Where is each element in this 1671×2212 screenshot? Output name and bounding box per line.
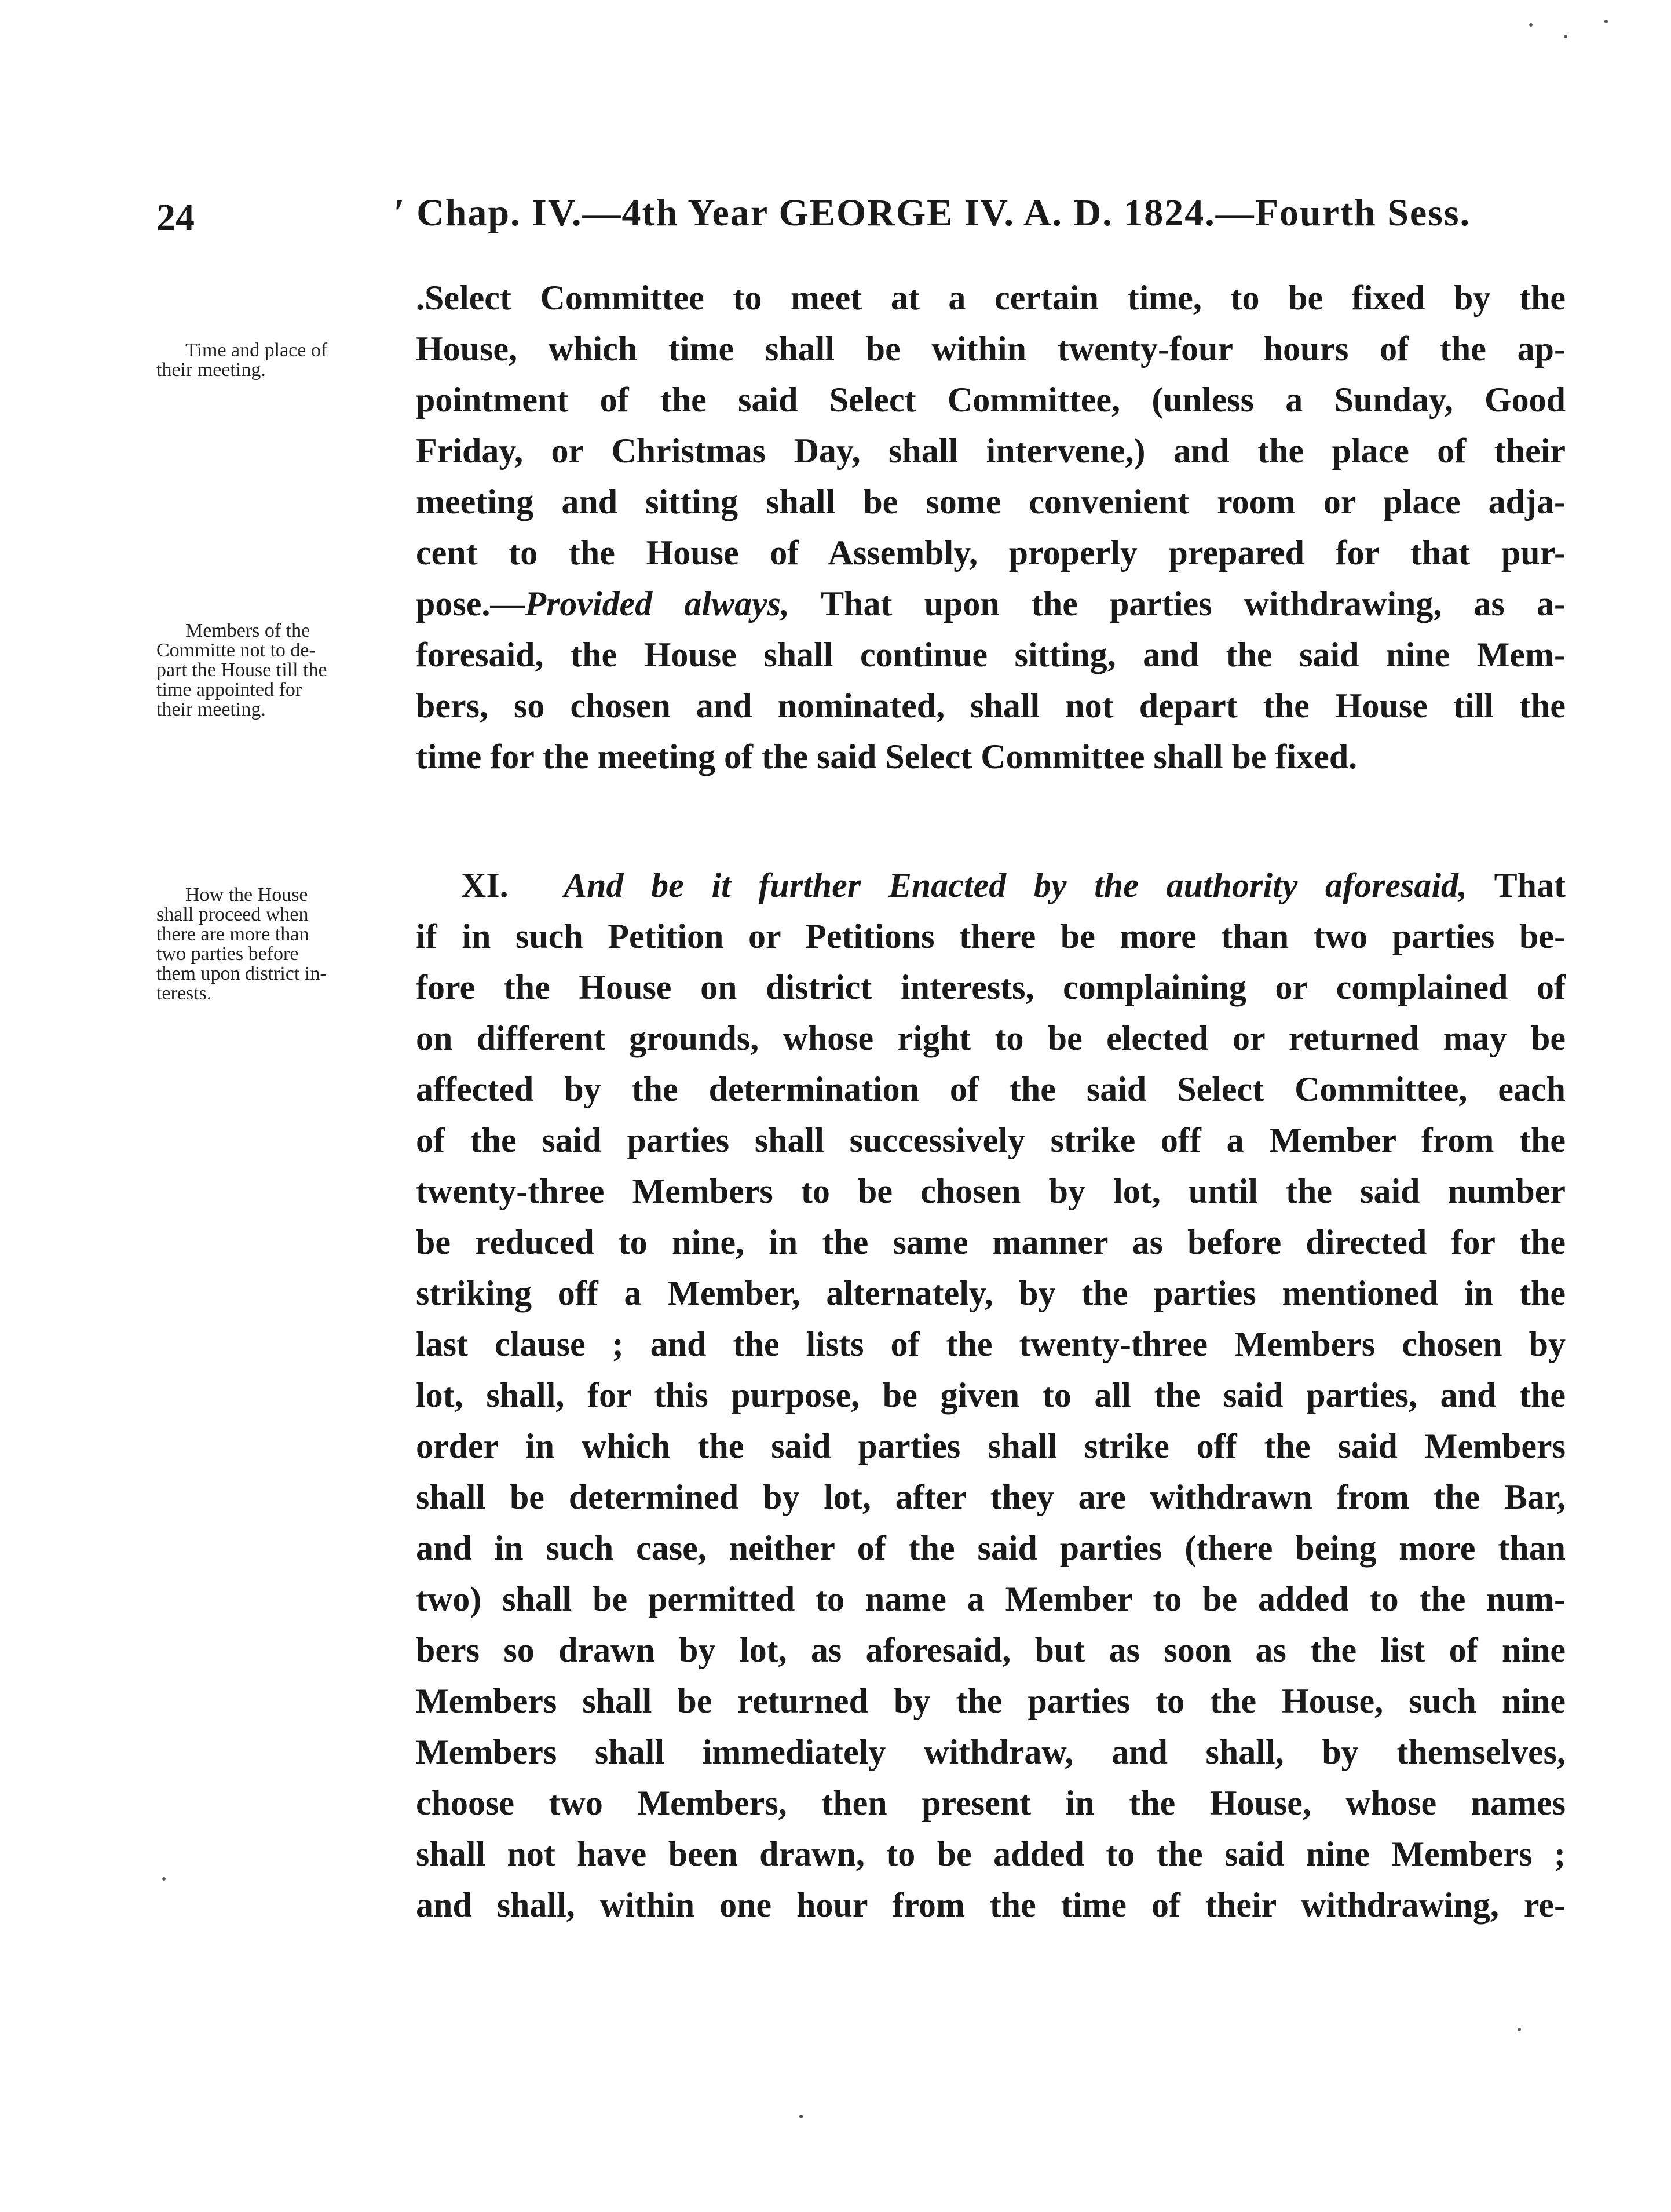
text-line: Members shall immediately withdraw, and shall, by themselves, (416, 1733, 1566, 1771)
enacting-phrase: And be it further Enacted by the authority aforesaid, (564, 866, 1468, 904)
text-line: foresaid, the House shall continue sitting, and the said nine Mem- (416, 636, 1566, 674)
margin-note-members-not-depart (156, 621, 388, 720)
section-xi (416, 860, 1566, 1930)
running-head: ′ Chap. IV.—4th Year GEORGE IV. A. D. 1824.—Fourth Sess. (394, 192, 1471, 234)
text-line: choose two Members, then present in the House, whose names (416, 1784, 1566, 1822)
text-line: Members shall be returned by the parties to the House, such nine (416, 1682, 1566, 1720)
margin-note-line: time appointed for (156, 679, 302, 700)
margin-note-line: Members of the (185, 620, 310, 641)
margin-note-line: Committe not to de- (156, 640, 316, 661)
page-number: 24 (156, 196, 195, 239)
text-line: twenty-three Members to be chosen by lot, until the said number (416, 1172, 1566, 1210)
scan-speck (1518, 2028, 1521, 2031)
text-line: House, which time shall be within twenty-four hours of the ap- (416, 330, 1566, 368)
text-line-provided (416, 578, 1566, 629)
margin-note-line: part the House till the (156, 659, 327, 681)
margin-note-line: their meeting. (156, 699, 266, 720)
text-line: shall not have been drawn, to be added to the said nine Members ; (416, 1835, 1566, 1873)
text-line: Friday, or Christmas Day, shall intervene,) and the place of their (416, 432, 1566, 470)
text-line: shall be determined by lot, after they are withdrawn from the Bar, (416, 1478, 1566, 1516)
scan-speck (799, 2115, 803, 2118)
paragraph-continuation (416, 272, 1566, 782)
scan-speck (162, 1877, 166, 1881)
text-line: striking off a Member, alternately, by the parties mentioned in the (416, 1274, 1566, 1312)
margin-note-line: there are more than (156, 924, 309, 945)
margin-note-time-place (156, 341, 388, 380)
page-header (156, 191, 1564, 249)
text-line: affected by the determination of the said Select Committee, each (416, 1070, 1566, 1108)
scan-speck (1604, 20, 1608, 23)
text-line: two) shall be permitted to name a Member to be added to the num- (416, 1580, 1566, 1618)
text-line: lot, shall, for this purpose, be given to all the said parties, and the (416, 1376, 1566, 1414)
text-line: and shall, within one hour from the time of their withdrawing, re- (416, 1886, 1566, 1924)
text-line: bers, so chosen and nominated, shall not depart the House till the (416, 687, 1566, 725)
text-line: on different grounds, whose right to be elected or returned may be (416, 1019, 1566, 1057)
margin-note-line: terests. (156, 983, 212, 1004)
scan-speck (1529, 23, 1533, 27)
margin-note-line: Time and place of (185, 340, 328, 361)
margin-note-how-house-proceed (156, 885, 388, 1003)
provided-always-phrase: Provided always, (525, 585, 790, 623)
text-line: fore the House on district interests, complaining or complained of (416, 968, 1566, 1006)
text-segment: That (1467, 866, 1566, 904)
scan-speck (1564, 35, 1567, 38)
section-xi-heading-line (416, 860, 1566, 911)
text-line: be reduced to nine, in the same manner as before directed for the (416, 1223, 1566, 1261)
margin-note-line: their meeting. (156, 359, 266, 381)
text-line: cent to the House of Assembly, properly prepared for that pur- (416, 534, 1566, 572)
margin-note-line: two parties before (156, 943, 299, 965)
text-line: pointment of the said Select Committee, (unless a Sunday, Good (416, 381, 1566, 419)
text-segment: pose.— (416, 585, 525, 623)
text-line: and in such case, neither of the said parties (there being more than (416, 1529, 1566, 1567)
margin-note-line: shall proceed when (156, 904, 309, 925)
text-line: time for the meeting of the said Select Committee shall be fixed. (416, 738, 1358, 776)
text-line: bers so drawn by lot, as aforesaid, but as soon as the list of nine (416, 1631, 1566, 1669)
text-segment: That upon the parties withdrawing, as a- (789, 585, 1566, 623)
text-line: last clause ; and the lists of the twenty-three Members chosen by (416, 1325, 1566, 1363)
margin-note-line: them upon district in- (156, 963, 327, 984)
text-line: meeting and sitting shall be some convenient room or place adja- (416, 483, 1566, 521)
section-number: XI. (461, 866, 509, 904)
text-line: order in which the said parties shall strike off the said Members (416, 1427, 1566, 1465)
text-line: .Select Committee to meet at a certain time, to be fixed by the (416, 279, 1566, 317)
text-line: if in such Petition or Petitions there be more than two parties be- (416, 917, 1566, 955)
margin-note-line: How the House (185, 884, 308, 906)
text-line: of the said parties shall successively strike off a Member from the (416, 1121, 1566, 1159)
